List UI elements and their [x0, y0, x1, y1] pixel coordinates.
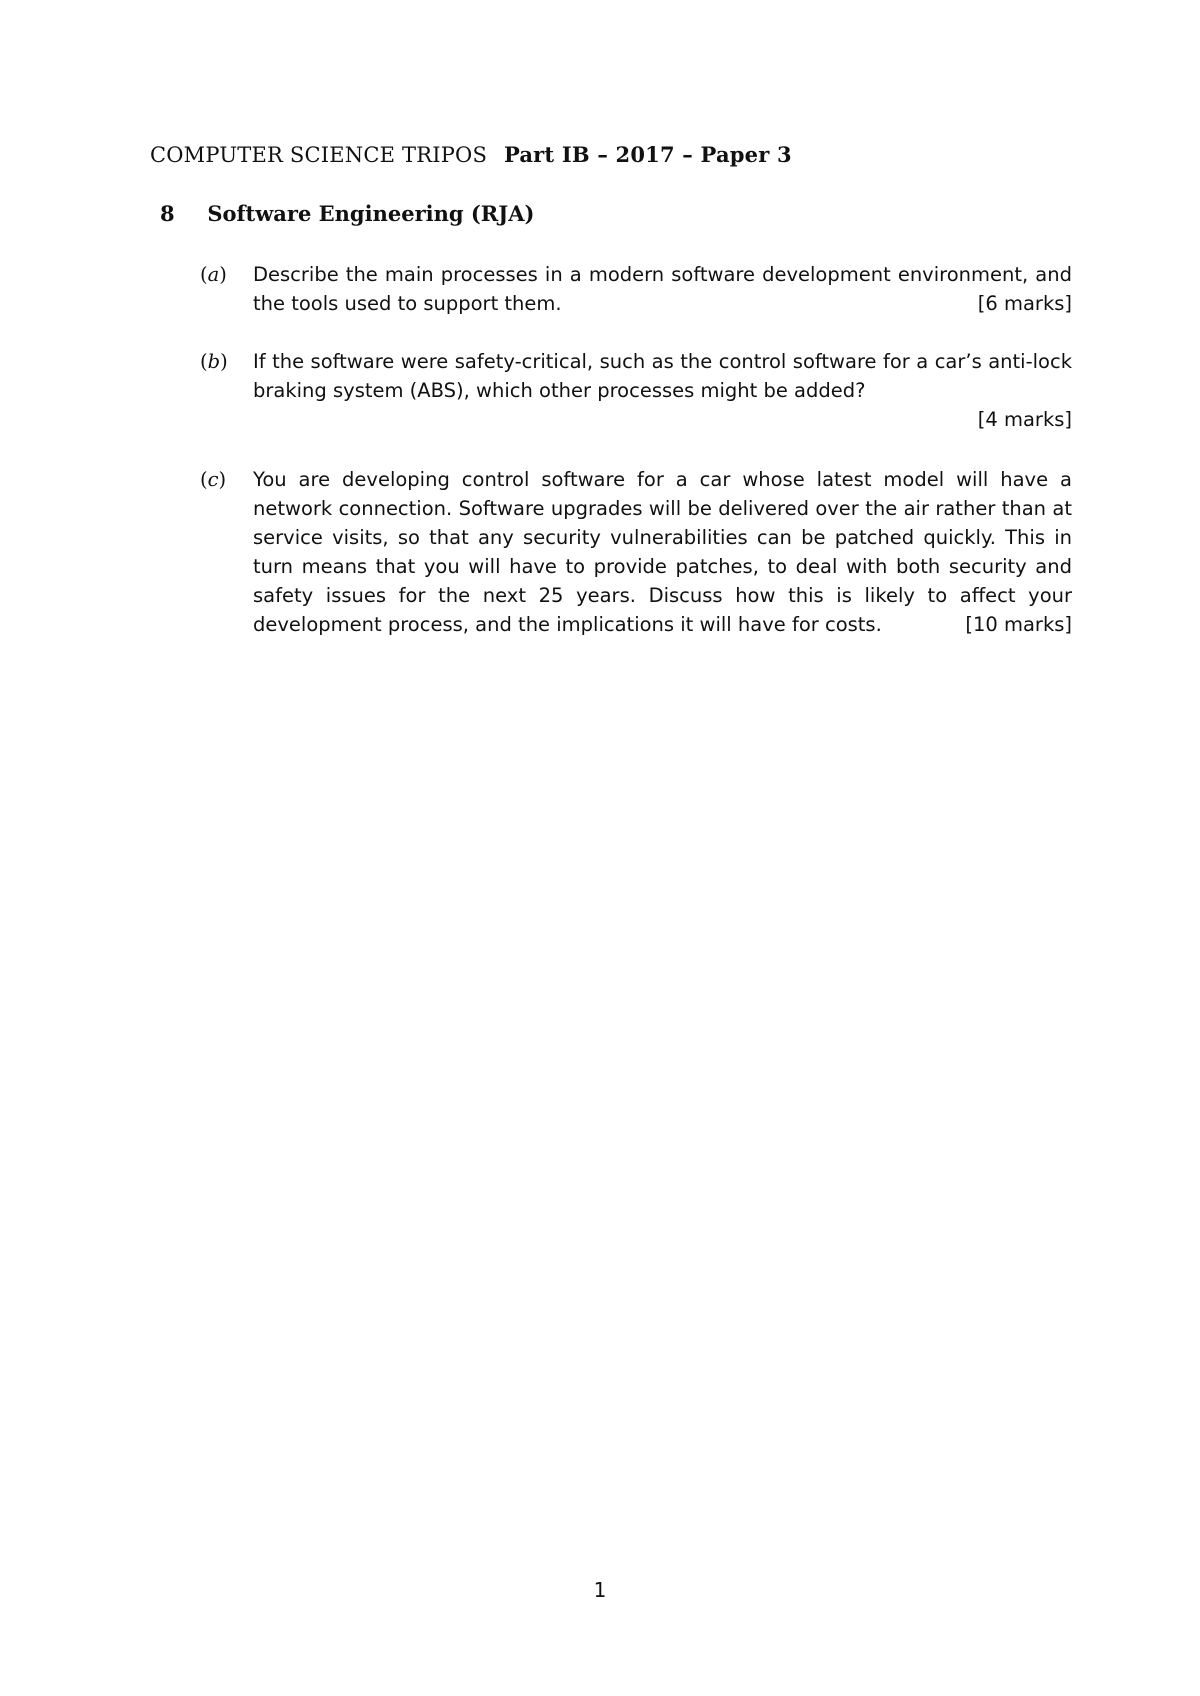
part-body	[253, 347, 1072, 434]
part-body	[253, 465, 1072, 639]
part-body	[253, 260, 1072, 318]
question-heading	[160, 201, 534, 226]
page-number: 1	[593, 1578, 607, 1602]
part-text: If the software were safety-critical, such as the control software for a car’s anti-lock braking system (ABS), which other processes might be added?	[253, 350, 1072, 402]
exam-header	[150, 142, 792, 167]
part-text: You are developing control software for a car whose latest model will have a network connection. Software upgrades will be delivered over the air rather than at service visits, so that any security vulnerabilities can be patched quickly. This in turn means that you will have to provide patches, to deal with both security and safety issues for the next 25 years. Discuss how this is likely to affect your development process, and the implications it will have for costs.	[253, 468, 1072, 636]
question-number: 8	[160, 201, 175, 226]
question-title: Software Engineering (RJA)	[207, 201, 535, 226]
exam-part-info: Part IB – 2017 – Paper 3	[503, 142, 792, 167]
part-marks: [6 marks]	[977, 292, 1072, 315]
part-label: (a)	[200, 263, 227, 286]
part-label: (c)	[200, 468, 227, 491]
exam-title: COMPUTER SCIENCE TRIPOS	[150, 143, 488, 167]
part-marks: [4 marks]	[977, 408, 1072, 431]
part-text: Describe the main processes in a modern software development environment, and the tools used to support them.	[253, 263, 1072, 315]
part-label: (b)	[200, 350, 228, 373]
part-marks: [10 marks]	[965, 613, 1072, 636]
